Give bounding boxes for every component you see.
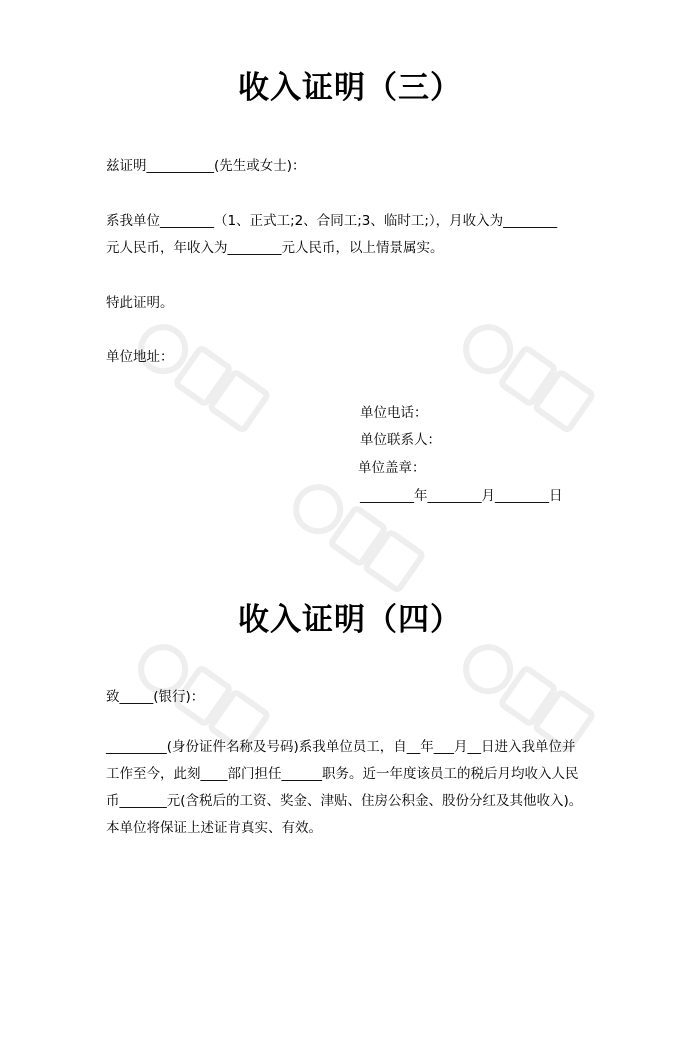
unit-phone-label: 单位电话：: [360, 405, 428, 421]
watermark-logo-icon: [115, 300, 285, 450]
certification-line-3: 币_______元(含税后的工资、奖金、津贴、住房公积金、股份分红及其他收入)。: [106, 793, 583, 809]
watermark-logo-icon: [440, 300, 610, 450]
unit-address-label: 单位地址：: [106, 349, 174, 365]
certification-line-1: _________(身份证件名称及号码)系我单位员工，自__年___月__日进入我单位并: [106, 739, 576, 755]
certification-line-2: 工作至今，此刻____部门担任______职务。近一年度该员工的税后月均收入人民: [106, 766, 579, 782]
employment-line-1: 系我单位________（1、正式工;2、合同工;3、临时工;），月收入为________: [106, 213, 558, 229]
greeting-line-4: 致_____(银行)：: [106, 689, 205, 705]
closing-line: 特此证明。: [106, 295, 174, 311]
certification-paragraph: [106, 734, 606, 842]
document-title-3: 收入证明（三）: [238, 70, 462, 106]
certification-line-4: 本单位将保证上述证肯真实、有效。: [106, 820, 322, 836]
greeting-line-3: 兹证明__________(先生或女士)：: [106, 158, 306, 174]
watermark-logo-icon: [270, 460, 440, 610]
date-line: ________年________月________日: [360, 488, 563, 504]
unit-seal-label: 单位盖章：: [358, 460, 426, 476]
document-title-4: 收入证明（四）: [238, 602, 462, 638]
unit-contact-label: 单位联系人：: [360, 432, 441, 448]
employment-line-2: 元人民币，年收入为________元人民币，以上情景属实。: [106, 240, 444, 256]
